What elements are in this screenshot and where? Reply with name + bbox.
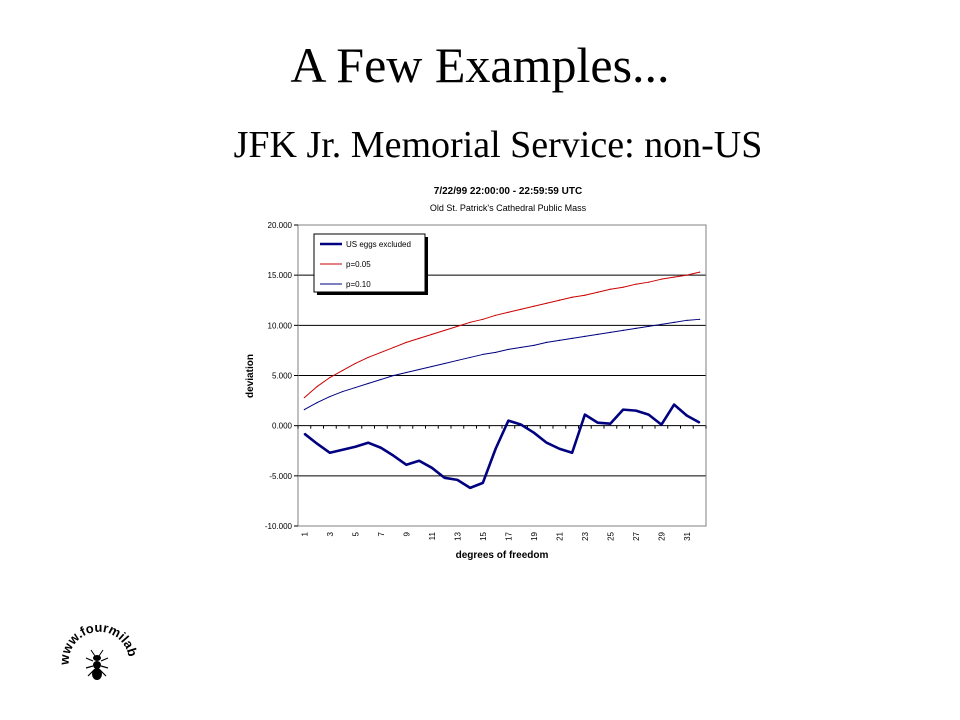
data-point: [482, 319, 483, 320]
data-point: [635, 410, 636, 411]
data-point: [406, 464, 407, 465]
data-point: [508, 312, 509, 313]
x-tick-label: 1: [300, 532, 310, 537]
data-point: [444, 477, 445, 478]
data-point: [572, 452, 573, 453]
data-point: [329, 396, 330, 397]
data-point: [699, 319, 700, 320]
x-tick-label: 11: [427, 532, 437, 541]
slide-title: A Few Examples...: [290, 37, 670, 93]
logo-text: www.fourmilab: [56, 619, 141, 666]
x-axis-label: degrees of freedom: [455, 550, 549, 561]
data-point: [380, 379, 381, 380]
ant-icon: [86, 650, 108, 680]
data-point: [546, 342, 547, 343]
data-point: [674, 322, 675, 323]
data-point: [431, 334, 432, 335]
data-point: [584, 336, 585, 337]
data-point: [419, 338, 420, 339]
data-point: [304, 409, 305, 410]
data-point: [610, 423, 611, 424]
data-point: [699, 272, 700, 273]
data-point: [661, 324, 662, 325]
y-tick-label: -5.000: [269, 471, 292, 481]
data-point: [342, 391, 343, 392]
x-tick-label: 17: [504, 532, 514, 541]
y-tick-label: 0.000: [271, 421, 292, 431]
legend-label: p=0.05: [346, 260, 371, 269]
data-point: [533, 432, 534, 433]
data-point: [686, 320, 687, 321]
data-point: [495, 315, 496, 316]
data-point: [623, 287, 624, 288]
data-point: [610, 289, 611, 290]
data-point: [559, 448, 560, 449]
x-tick-label: 25: [606, 532, 616, 541]
legend: [314, 234, 428, 295]
data-point: [610, 332, 611, 333]
x-tick-label: 23: [580, 532, 590, 541]
data-point: [317, 443, 318, 444]
data-point: [597, 292, 598, 293]
x-tick-label: 13: [453, 532, 463, 541]
x-tick-label: 31: [682, 532, 692, 541]
data-point: [368, 383, 369, 384]
x-tick-label: 3: [325, 532, 335, 537]
data-point: [674, 404, 675, 405]
data-point: [406, 372, 407, 373]
y-tick-label: -10.000: [264, 522, 292, 531]
data-point: [521, 347, 522, 348]
x-tick-label: 27: [631, 532, 641, 541]
x-tick-label: 21: [555, 532, 565, 541]
chart-subtitle: Old St. Patrick's Cathedral Public Mass: [429, 203, 587, 213]
data-point: [368, 442, 369, 443]
data-point: [393, 375, 394, 376]
data-point: [546, 303, 547, 304]
data-point: [431, 467, 432, 468]
data-point: [508, 420, 509, 421]
data-point: [380, 352, 381, 353]
data-point: [406, 342, 407, 343]
data-point: [635, 328, 636, 329]
data-point: [444, 363, 445, 364]
x-tick-label: 29: [657, 532, 667, 541]
data-point: [470, 357, 471, 358]
data-point: [648, 282, 649, 283]
data-point: [304, 397, 305, 398]
data-point: [304, 433, 305, 434]
data-point: [686, 415, 687, 416]
data-point: [355, 387, 356, 388]
data-point: [546, 442, 547, 443]
y-axis: [265, 221, 298, 531]
x-tick-label: 9: [402, 532, 412, 537]
data-point: [368, 357, 369, 358]
data-point: [661, 279, 662, 280]
x-tick-label: 15: [478, 532, 488, 541]
series-group: [304, 272, 700, 489]
x-tick-label: 7: [376, 532, 386, 537]
data-point: [597, 422, 598, 423]
data-point: [686, 275, 687, 276]
legend-label: US eggs excluded: [346, 240, 411, 249]
data-point: [329, 452, 330, 453]
data-point: [470, 487, 471, 488]
data-point: [355, 446, 356, 447]
y-tick-label: 5.000: [271, 371, 292, 381]
data-point: [521, 424, 522, 425]
y-axis-label: deviation: [245, 354, 256, 398]
x-tick-label: 19: [529, 532, 539, 541]
x-axis: [298, 426, 706, 541]
data-point: [317, 386, 318, 387]
data-point: [572, 297, 573, 298]
data-point: [393, 347, 394, 348]
data-point: [533, 306, 534, 307]
data-point: [419, 369, 420, 370]
series-3: [304, 319, 700, 411]
data-point: [674, 277, 675, 278]
data-point: [444, 330, 445, 331]
data-point: [623, 409, 624, 410]
data-point: [482, 354, 483, 355]
y-tick-label: 15.000: [267, 271, 292, 281]
chart-title: 7/22/99 22:00:00 - 22:59:59 UTC: [433, 186, 583, 197]
data-point: [342, 370, 343, 371]
data-point: [661, 424, 662, 425]
data-point: [393, 455, 394, 456]
data-point: [495, 352, 496, 353]
y-tick-label: 10.000: [267, 321, 292, 331]
data-point: [431, 366, 432, 367]
data-point: [648, 326, 649, 327]
data-point: [699, 422, 700, 423]
data-point: [470, 322, 471, 323]
data-point: [508, 349, 509, 350]
x-tick-label: 5: [351, 532, 361, 537]
data-point: [597, 334, 598, 335]
data-point: [533, 345, 534, 346]
data-point: [457, 326, 458, 327]
data-point: [317, 402, 318, 403]
data-point: [329, 377, 330, 378]
fourmilab-logo: [55, 603, 145, 683]
data-point: [342, 449, 343, 450]
data-point: [623, 330, 624, 331]
legend-label: p=0.10: [346, 280, 371, 289]
slide-subtitle: JFK Jr. Memorial Service: non-US: [233, 124, 763, 166]
y-tick-label: 20.000: [267, 221, 292, 230]
data-point: [521, 309, 522, 310]
data-point: [572, 338, 573, 339]
data-point: [457, 479, 458, 480]
data-point: [380, 447, 381, 448]
data-point: [457, 360, 458, 361]
series-line: [304, 319, 699, 409]
data-point: [648, 414, 649, 415]
data-point: [584, 295, 585, 296]
data-point: [495, 448, 496, 449]
data-point: [559, 300, 560, 301]
data-point: [482, 482, 483, 483]
data-point: [635, 284, 636, 285]
data-point: [355, 363, 356, 364]
data-point: [419, 460, 420, 461]
data-point: [584, 414, 585, 415]
data-point: [559, 340, 560, 341]
